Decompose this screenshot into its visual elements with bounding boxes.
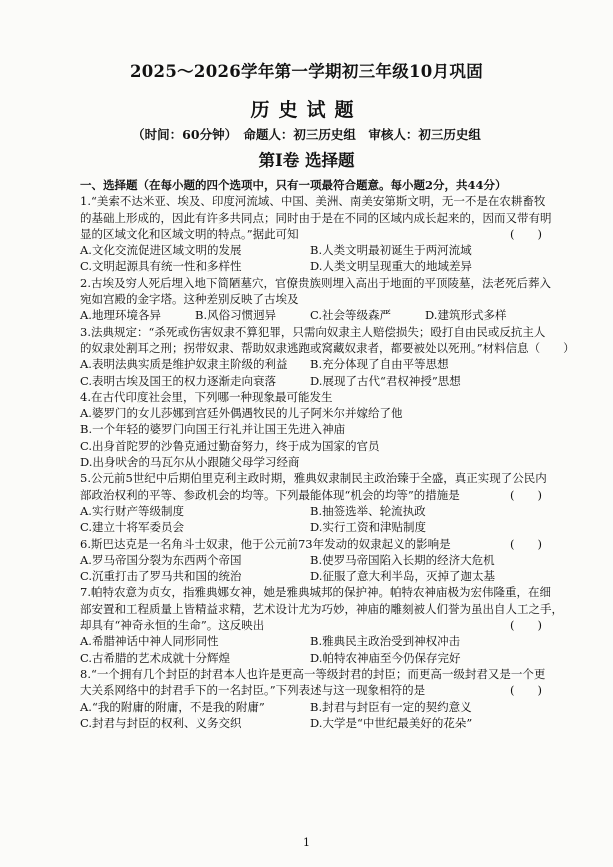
options-row: [80, 503, 548, 519]
options-row: [80, 519, 548, 535]
options-row: [80, 699, 548, 715]
option-b: B.风俗习惯迥异: [195, 308, 277, 323]
question-3: [80, 324, 575, 389]
option-c: C.出身首陀罗的沙鲁克通过勤奋努力，终于成为国家的官员: [80, 438, 380, 453]
option-b: B.封君与封臣有一定的契约意义: [310, 699, 472, 714]
options-row: [80, 307, 548, 323]
option-d: D.实行工资和津贴制度: [310, 520, 426, 535]
options-row: [80, 568, 548, 584]
section-heading: 一、选择题（在每小题的四个选项中，只有一项最符合题意。每小题2分，共44分）: [80, 178, 507, 192]
option-b: B.抽签选举、轮流执政: [310, 503, 426, 518]
option-b: B.充分体现了自由平等思想: [310, 357, 449, 372]
question-text-last: [80, 487, 548, 503]
question-text: 8.“一个拥有几个封臣的封君本人也许是更高一等级封君的封臣；而更高一级封君又是一个更: [80, 666, 546, 681]
question-content: [80, 177, 575, 731]
option-d: D.大学是“中世纪最美好的花朵”: [310, 715, 473, 730]
volume-title: 第Ⅰ卷 选择题: [258, 151, 355, 170]
option-a: A.希腊神话中神人同形同性: [80, 634, 219, 649]
question-text: 7.帕特农意为贞女，指雅典娜女神，她是雅典城邦的保护神。帕特农神庙极为宏伟隆重，在细: [80, 585, 551, 600]
option-a: A.实行财产等级制度: [80, 503, 184, 518]
option-d: D.建筑形式多样: [425, 308, 507, 323]
option-c: C.建立十将军委员会: [80, 520, 185, 535]
subject-title: 历史试题: [250, 99, 363, 121]
answer-bracket: ( ): [510, 536, 542, 551]
question-4: [80, 389, 548, 470]
answer-bracket: ( ): [510, 618, 542, 633]
option-c: C.社会等级森严: [310, 308, 392, 323]
question-7: [80, 584, 563, 665]
option-c: C.封君与封臣的权利、义务交织: [80, 715, 242, 730]
options-row: [80, 650, 548, 666]
question-text-last: [80, 617, 548, 633]
question-text: 2.古埃及穷人死后埋入地下简陋墓穴，官僚贵族则埋入高出于地面的平顶陵墓，法老死后葬入: [80, 275, 551, 290]
answer-bracket: ( ): [510, 683, 542, 698]
answer-bracket: ( ): [510, 226, 542, 241]
option-a: A.文化交流促进区域文明的发展: [80, 243, 242, 258]
exam-meta: （时间：60分钟） 命题人：初三历史组 审核人：初三历史组: [132, 127, 481, 142]
options-row: [80, 633, 548, 649]
options-row: [80, 715, 548, 731]
question-text: 1.“美索不达米亚、埃及、印度河流域、中国、美洲、南美安第斯文明，无一不是在农耕畜牧: [80, 194, 546, 209]
option-d: D.征服了意大利半岛，灭掉了迦太基: [310, 569, 495, 584]
option-a: A.地理环境各异: [80, 308, 161, 323]
option-d: D.人类文明呈现重大的地域差异: [310, 259, 472, 274]
question-text: 部政治权利的平等、参政机会的均等。下列最能体现“机会的均等”的措施是: [80, 487, 460, 502]
options-row: [80, 258, 548, 274]
option-a: A.“我的附庸的附庸，不是我的附庸”: [80, 699, 265, 714]
question-text-last: [80, 682, 548, 698]
option-b: B.人类文明最初诞生于两河流域: [310, 243, 472, 258]
option-b: B.雅典民主政治受到神权冲击: [310, 634, 461, 649]
option-d: D.出身吠舍的马瓦尔从小跟随父母学习经商: [80, 455, 300, 470]
question-text: 的奴隶处割耳之刑；拐带奴隶、帮助奴隶逃跑或窝藏奴隶者，都要被处以死刑。”材料信息（ ）: [80, 340, 575, 355]
options-row: [80, 552, 548, 568]
option-d: D.帕特农神庙至今仍保存完好: [310, 650, 461, 665]
question-5: [80, 470, 548, 535]
options-row: [80, 356, 548, 372]
option-b: B.使罗马帝国陷入长期的经济大危机: [310, 552, 495, 567]
question-6: [80, 536, 548, 585]
options-row: [80, 242, 548, 258]
question-text: 大关系网络中的封君手下的一名封臣。”下列表述与这一现象相符的是: [80, 683, 426, 698]
question-1: [80, 193, 552, 274]
question-text: 5.公元前5世纪中后期伯里克利主政时期，雅典奴隶制民主政治臻于全盛，真正实现了公民内: [80, 471, 547, 486]
question-text: 部安置和工程质量上皆精益求精，艺术设计尤为巧妙，神庙的雕刻被人们誉为虽出自人工之手，: [80, 601, 563, 616]
option-c: C.古希腊的艺术成就十分辉煌: [80, 650, 231, 665]
question-text: 显的区域文化和区域文明的特点。”据此可知: [80, 226, 299, 241]
option-c: C.表明古埃及国王的权力逐渐走向衰落: [80, 373, 277, 388]
option-c: C.沉重打击了罗马共和国的统治: [80, 569, 242, 584]
option-a: A.罗马帝国分裂为东西两个帝国: [80, 552, 242, 567]
page-number: 1: [303, 836, 310, 849]
option-d: D.展现了古代“君权神授”思想: [310, 373, 461, 388]
question-8: [80, 666, 548, 731]
question-2: [80, 275, 551, 324]
question-text: 3.法典规定：“杀死或伤害奴隶不算犯罪，只需向奴隶主人赔偿损失；殴打自由民或反抗主人: [80, 324, 546, 339]
question-text: 的基础上形成的，因此有许多共同点；同时由于是在不同的区域内成长起来的，因而又带有明: [80, 210, 552, 225]
question-text: 6.斯巴达克是一名角斗士奴隶，他于公元前73年发动的奴隶起义的影响是: [80, 536, 451, 551]
question-text-last: [80, 536, 548, 552]
option-c: C.文明起源具有统一性和多样性: [80, 259, 242, 274]
options-row: [80, 373, 548, 389]
option-a: A.表明法典实质是维护奴隶主阶级的利益: [80, 357, 288, 372]
option-b: B.一个年轻的婆罗门向国王行礼并让国王先进入神庙: [80, 422, 346, 437]
question-text: 宛如宫殿的金字塔。这种差别反映了古埃及: [80, 292, 299, 307]
question-text: 却具有“神奇永恒的生命”。这反映出: [80, 618, 265, 633]
option-a: A.婆罗门的女儿莎娜到宫廷外偶遇牧民的儿子阿米尔并嫁给了他: [80, 406, 403, 421]
question-text: 4.在古代印度社会里，下列哪一种现象最可能发生: [80, 389, 333, 404]
exam-title: 2025～2026学年第一学期初三年级10月巩固: [129, 62, 483, 81]
answer-bracket: ( ): [510, 487, 542, 502]
question-text-last: [80, 226, 548, 242]
